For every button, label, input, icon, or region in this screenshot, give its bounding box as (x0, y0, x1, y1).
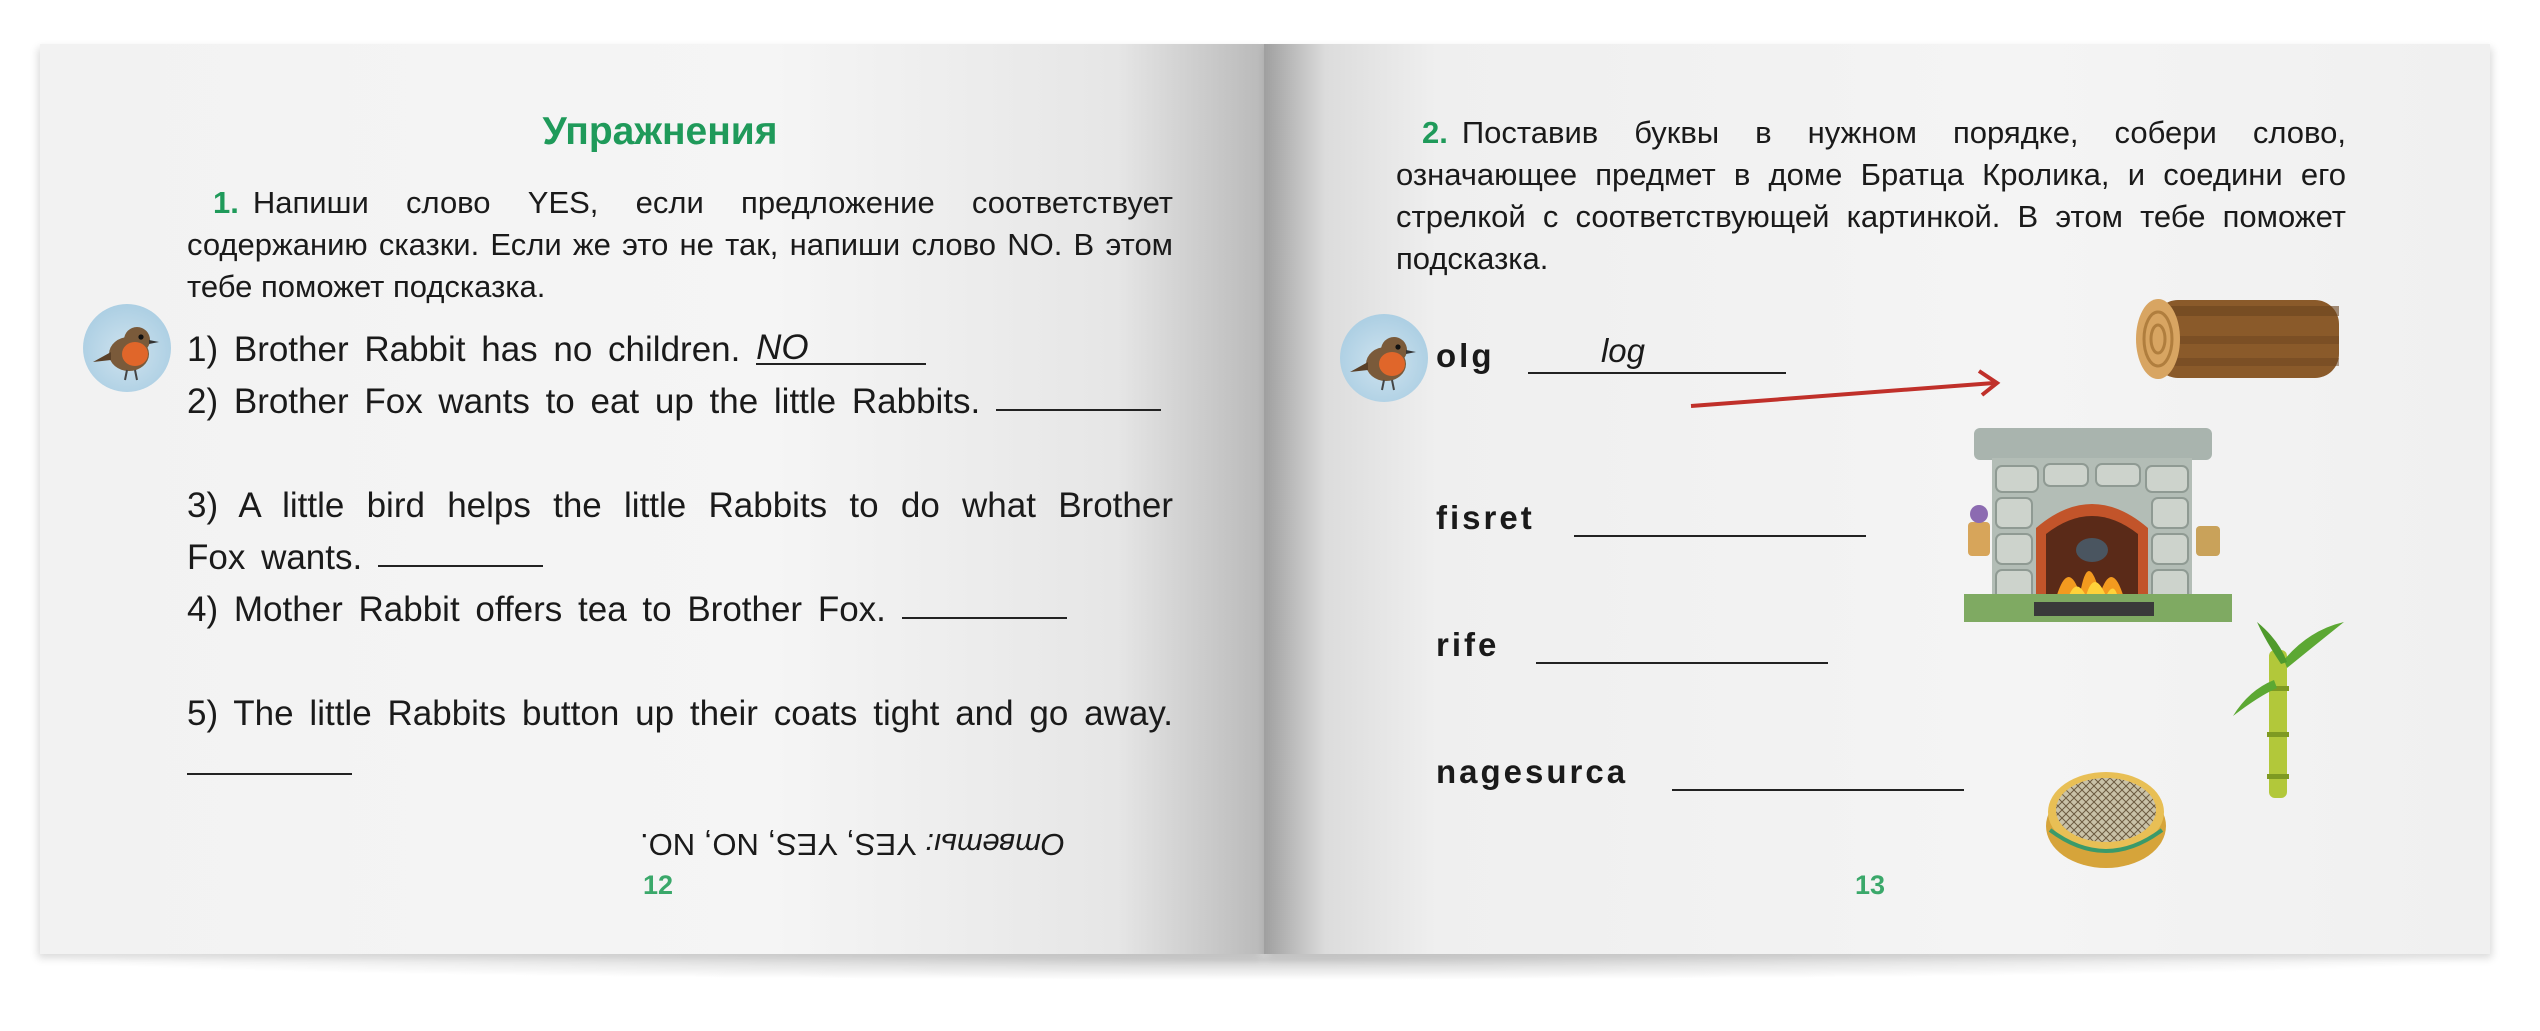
scrambled-word-1: olg (1436, 337, 1495, 374)
page-title: Упражнения (542, 110, 778, 153)
robin-hint-icon (1340, 314, 1428, 402)
answer-blank-5[interactable] (187, 743, 352, 775)
bamboo-picture[interactable] (2229, 620, 2349, 800)
scrambled-word-3: rife (1436, 626, 1500, 663)
left-page (40, 44, 1264, 954)
task-2-text: Поставив буквы в нужном порядке, собери слово, означающее предмет в доме Братца Кролика, и соедини его стрелкой с соответствующей картинкой. В этом тебе поможет подсказка. (1396, 115, 2346, 276)
scrambled-word-4: nagesurca (1436, 753, 1629, 790)
fireplace-picture[interactable] (1964, 418, 2232, 626)
sentence-2: 2) Brother Fox wants to eat up the little Rabbits. (187, 376, 1173, 428)
page-number-right: 13 (1855, 870, 1886, 900)
answer-blank-2[interactable] (996, 379, 1161, 411)
task-2-number: 2. (1422, 115, 1448, 150)
answer-blank-1[interactable]: NO (756, 333, 926, 365)
log-picture[interactable] (2134, 292, 2349, 388)
task-1-text: Напиши слово YES, если предложение соответствует содержанию сказки. Если же это не так, напиши слово NO. В этом тебе поможет подсказка. (187, 185, 1173, 304)
task-2-instruction (1396, 112, 2346, 280)
page-number-left: 12 (643, 870, 674, 900)
sentence-5: 5) The little Rabbits button up their coats tight and go away. (187, 688, 1173, 792)
sentence-3: 3) A little bird helps the little Rabbits to do what Brother Fox wants. (187, 486, 1173, 577)
sentence-1: 1) Brother Rabbit has no children. NO (187, 324, 1173, 376)
answer-blank-3[interactable] (378, 535, 543, 567)
word-answer-1: log (1600, 332, 1646, 369)
answer-blank-4[interactable] (902, 587, 1067, 619)
task-1-number: 1. (213, 185, 239, 220)
scrambled-word-2: fisret (1436, 499, 1535, 536)
sentence-4: 4) Mother Rabbit offers tea to Brother Fox. (187, 584, 1173, 636)
word-answer-line-4[interactable] (1672, 787, 1964, 791)
word-answer-line-2[interactable] (1574, 533, 1866, 537)
word-answer-line-3[interactable] (1536, 660, 1828, 664)
right-page (1264, 44, 2490, 954)
task-1-instruction (187, 182, 1173, 308)
robin-hint-icon (83, 304, 171, 392)
upside-down-answers: Ответы: YES, YES, NO, NO. (640, 827, 1065, 862)
connecting-arrow[interactable] (1689, 359, 2019, 409)
sieve-picture[interactable] (2042, 750, 2172, 880)
